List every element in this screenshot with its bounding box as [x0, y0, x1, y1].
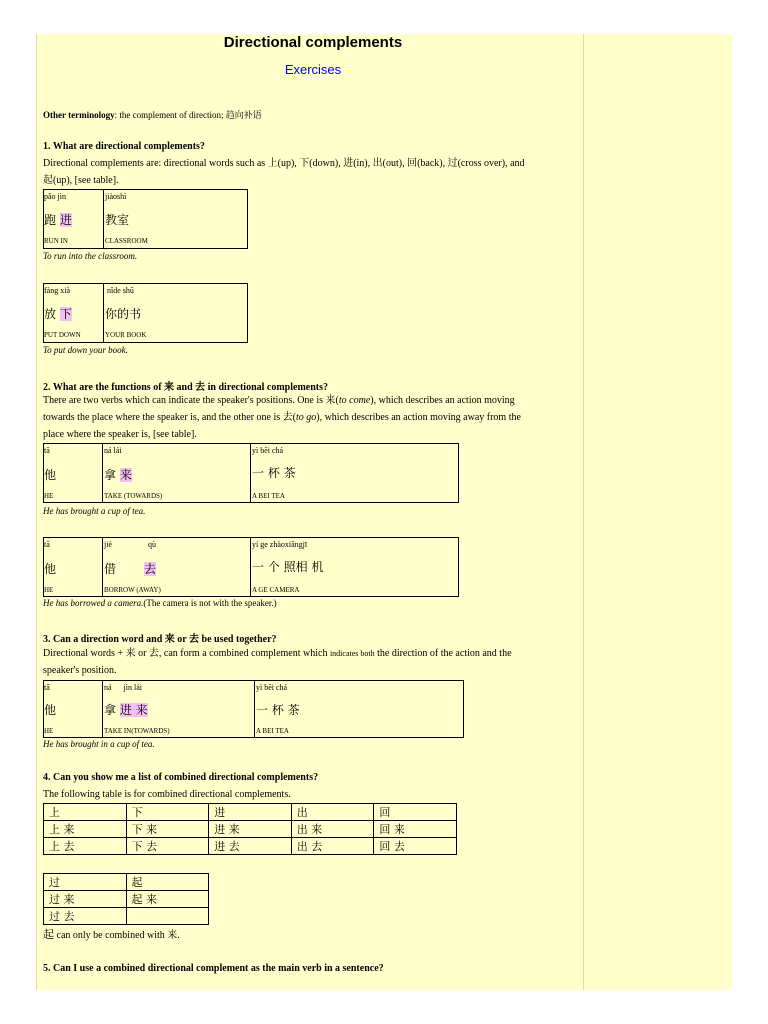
section3-heading: 3. Can a direction word and 来 or 去 be used together?	[43, 634, 277, 645]
chinese-text: 他	[44, 562, 57, 576]
table-cell: 下 来	[126, 821, 209, 838]
caption: To run into the classroom.	[43, 251, 138, 261]
table-row	[44, 908, 209, 925]
table-row	[44, 838, 457, 855]
section3-line2: speaker's position.	[43, 665, 117, 676]
table-cell: 回 来	[374, 821, 457, 838]
combined-complements-table-2-body	[44, 874, 209, 925]
chinese-text: 拿 进 来	[104, 703, 148, 717]
highlight-complement: 来	[119, 468, 132, 482]
chinese-text: 你的书	[105, 307, 142, 321]
table-cell: 进 来	[209, 821, 292, 838]
exercises-link[interactable]: Exercises	[284, 62, 342, 77]
table-row	[44, 891, 209, 908]
table-cell: 回	[374, 804, 457, 821]
section2-paragraph	[43, 392, 583, 443]
caption: He has brought in a cup of tea.	[43, 739, 155, 749]
highlight-complement: 去	[144, 562, 157, 576]
table-row	[44, 821, 457, 838]
combined-complements-table-body	[44, 804, 457, 855]
chinese-text: 教室	[105, 213, 130, 227]
terminology-line	[43, 108, 262, 121]
chinese-text: 他	[44, 703, 57, 717]
table-cell: 过	[44, 874, 127, 891]
example-box-bring-in-tea	[43, 680, 464, 738]
pinyin: jiàoshì	[105, 192, 127, 201]
section1-line1: Directional complements are: directional words such as 上(up), 下(down), 进(in), 出(out), 回(back), 过(cross over), and	[43, 158, 525, 169]
chinese-text: 拿 来	[104, 468, 132, 482]
table-cell: 出	[291, 804, 374, 821]
pinyin: nǐde shū	[107, 286, 134, 295]
document-body	[36, 34, 584, 990]
gloss: TAKE (TOWARDS)	[104, 492, 163, 500]
pinyin: yì bēi chá	[256, 683, 288, 692]
gloss: A BEI TEA	[256, 727, 289, 735]
section1-line2: 起(up), [see table].	[43, 175, 119, 186]
section1-heading: 1. What are directional complements?	[43, 141, 205, 152]
page-title: Directional complements	[223, 34, 403, 51]
table-row	[44, 874, 209, 891]
gloss: HE	[44, 492, 54, 500]
pinyin: tā	[44, 446, 50, 455]
pinyin: yì bēi chá	[252, 446, 284, 455]
section5-heading: 5. Can I use a combined directional complement as the main verb in a sentence?	[43, 963, 384, 974]
gloss: YOUR BOOK	[105, 331, 147, 339]
chinese-text: 放 下	[44, 307, 72, 321]
gloss: BORROW (AWAY)	[104, 586, 161, 594]
terminology-text: : the complement of direction; 趋向补语	[114, 110, 262, 120]
section3-line1: Directional words + 来 or 去, can form a combined complement which indicates both the direction of the action and the	[43, 648, 512, 659]
gloss: TAKE IN(TOWARDS)	[104, 727, 170, 735]
example-box-borrow-camera	[43, 537, 459, 597]
gloss: HE	[44, 586, 54, 594]
table-cell: 下 去	[126, 838, 209, 855]
terminology-label: Other terminology	[43, 110, 115, 120]
section2-line2: towards the place where the speaker is, and the other one is 去(to go), which describes an action moving away from the	[43, 412, 521, 423]
table-cell: 出 来	[291, 821, 374, 838]
example-box-bring-tea	[43, 443, 459, 503]
highlight-complement: 进	[59, 213, 72, 227]
table-row	[44, 804, 457, 821]
chinese-text: 一 杯 茶	[252, 466, 296, 480]
pinyin: fàng xià	[44, 286, 70, 295]
highlight-complement: 下	[59, 307, 72, 321]
section2-heading: 2. What are the functions of 来 and 去 in directional complements?	[43, 382, 329, 393]
section3-paragraph	[43, 645, 583, 679]
table-cell: 进 去	[209, 838, 292, 855]
gloss: HE	[44, 727, 54, 735]
gloss: RUN IN	[44, 237, 68, 245]
pinyin: tā	[44, 540, 50, 549]
example-box-run-into	[43, 189, 248, 249]
table-cell: 下	[126, 804, 209, 821]
example-box-put-down	[43, 283, 248, 343]
table-cell: 上 来	[44, 821, 127, 838]
section2-line3: place where the speaker is, [see table].	[43, 429, 197, 440]
table-cell: 过 去	[44, 908, 127, 925]
table-cell: 起	[126, 874, 209, 891]
combined-complements-table	[43, 803, 457, 855]
caption: To put down your book.	[43, 345, 128, 355]
table-cell: 回 去	[374, 838, 457, 855]
chinese-text: 一 个 照相 机	[252, 560, 324, 574]
chinese-text: 他	[44, 468, 57, 482]
pinyin: ná lái	[104, 446, 122, 455]
pinyin: pǎo jìn	[44, 192, 66, 201]
table-cell: 上 去	[44, 838, 127, 855]
pinyin: qù	[148, 540, 156, 549]
table-cell: 出 去	[291, 838, 374, 855]
table-cell: 进	[209, 804, 292, 821]
pinyin: ná jìn lái	[104, 683, 142, 692]
table-cell: 起 来	[126, 891, 209, 908]
highlight-complement: 进 来	[119, 703, 148, 717]
gloss: PUT DOWN	[44, 331, 81, 339]
table-cell	[126, 908, 209, 925]
section1-paragraph	[43, 155, 583, 189]
chinese-text: 借 去	[104, 562, 157, 576]
gloss: CLASSROOM	[105, 237, 148, 245]
section4-heading: 4. Can you show me a list of combined directional complements?	[43, 772, 319, 783]
gloss: A BEI TEA	[252, 492, 285, 500]
pinyin: jiè	[104, 540, 112, 549]
table-cell: 过 来	[44, 891, 127, 908]
pinyin: tā	[44, 683, 50, 692]
gloss: A GE CAMERA	[252, 586, 300, 594]
section2-line1: There are two verbs which can indicate the speaker's positions. One is 来(to come), which describes an action moving	[43, 395, 515, 406]
table-cell: 上	[44, 804, 127, 821]
pinyin: yí ge zhàoxiāngjī	[252, 540, 308, 549]
caption: He has brought a cup of tea.	[43, 506, 146, 516]
section4-note: 起 can only be combined with 来.	[43, 928, 180, 941]
combined-complements-table-2	[43, 873, 209, 925]
chinese-text: 跑 进	[44, 213, 72, 227]
chinese-text: 一 杯 茶	[256, 703, 300, 717]
caption: He has borrowed a camera.(The camera is not with the speaker.)	[43, 598, 277, 608]
section4-intro: The following table is for combined directional complements.	[43, 789, 291, 800]
